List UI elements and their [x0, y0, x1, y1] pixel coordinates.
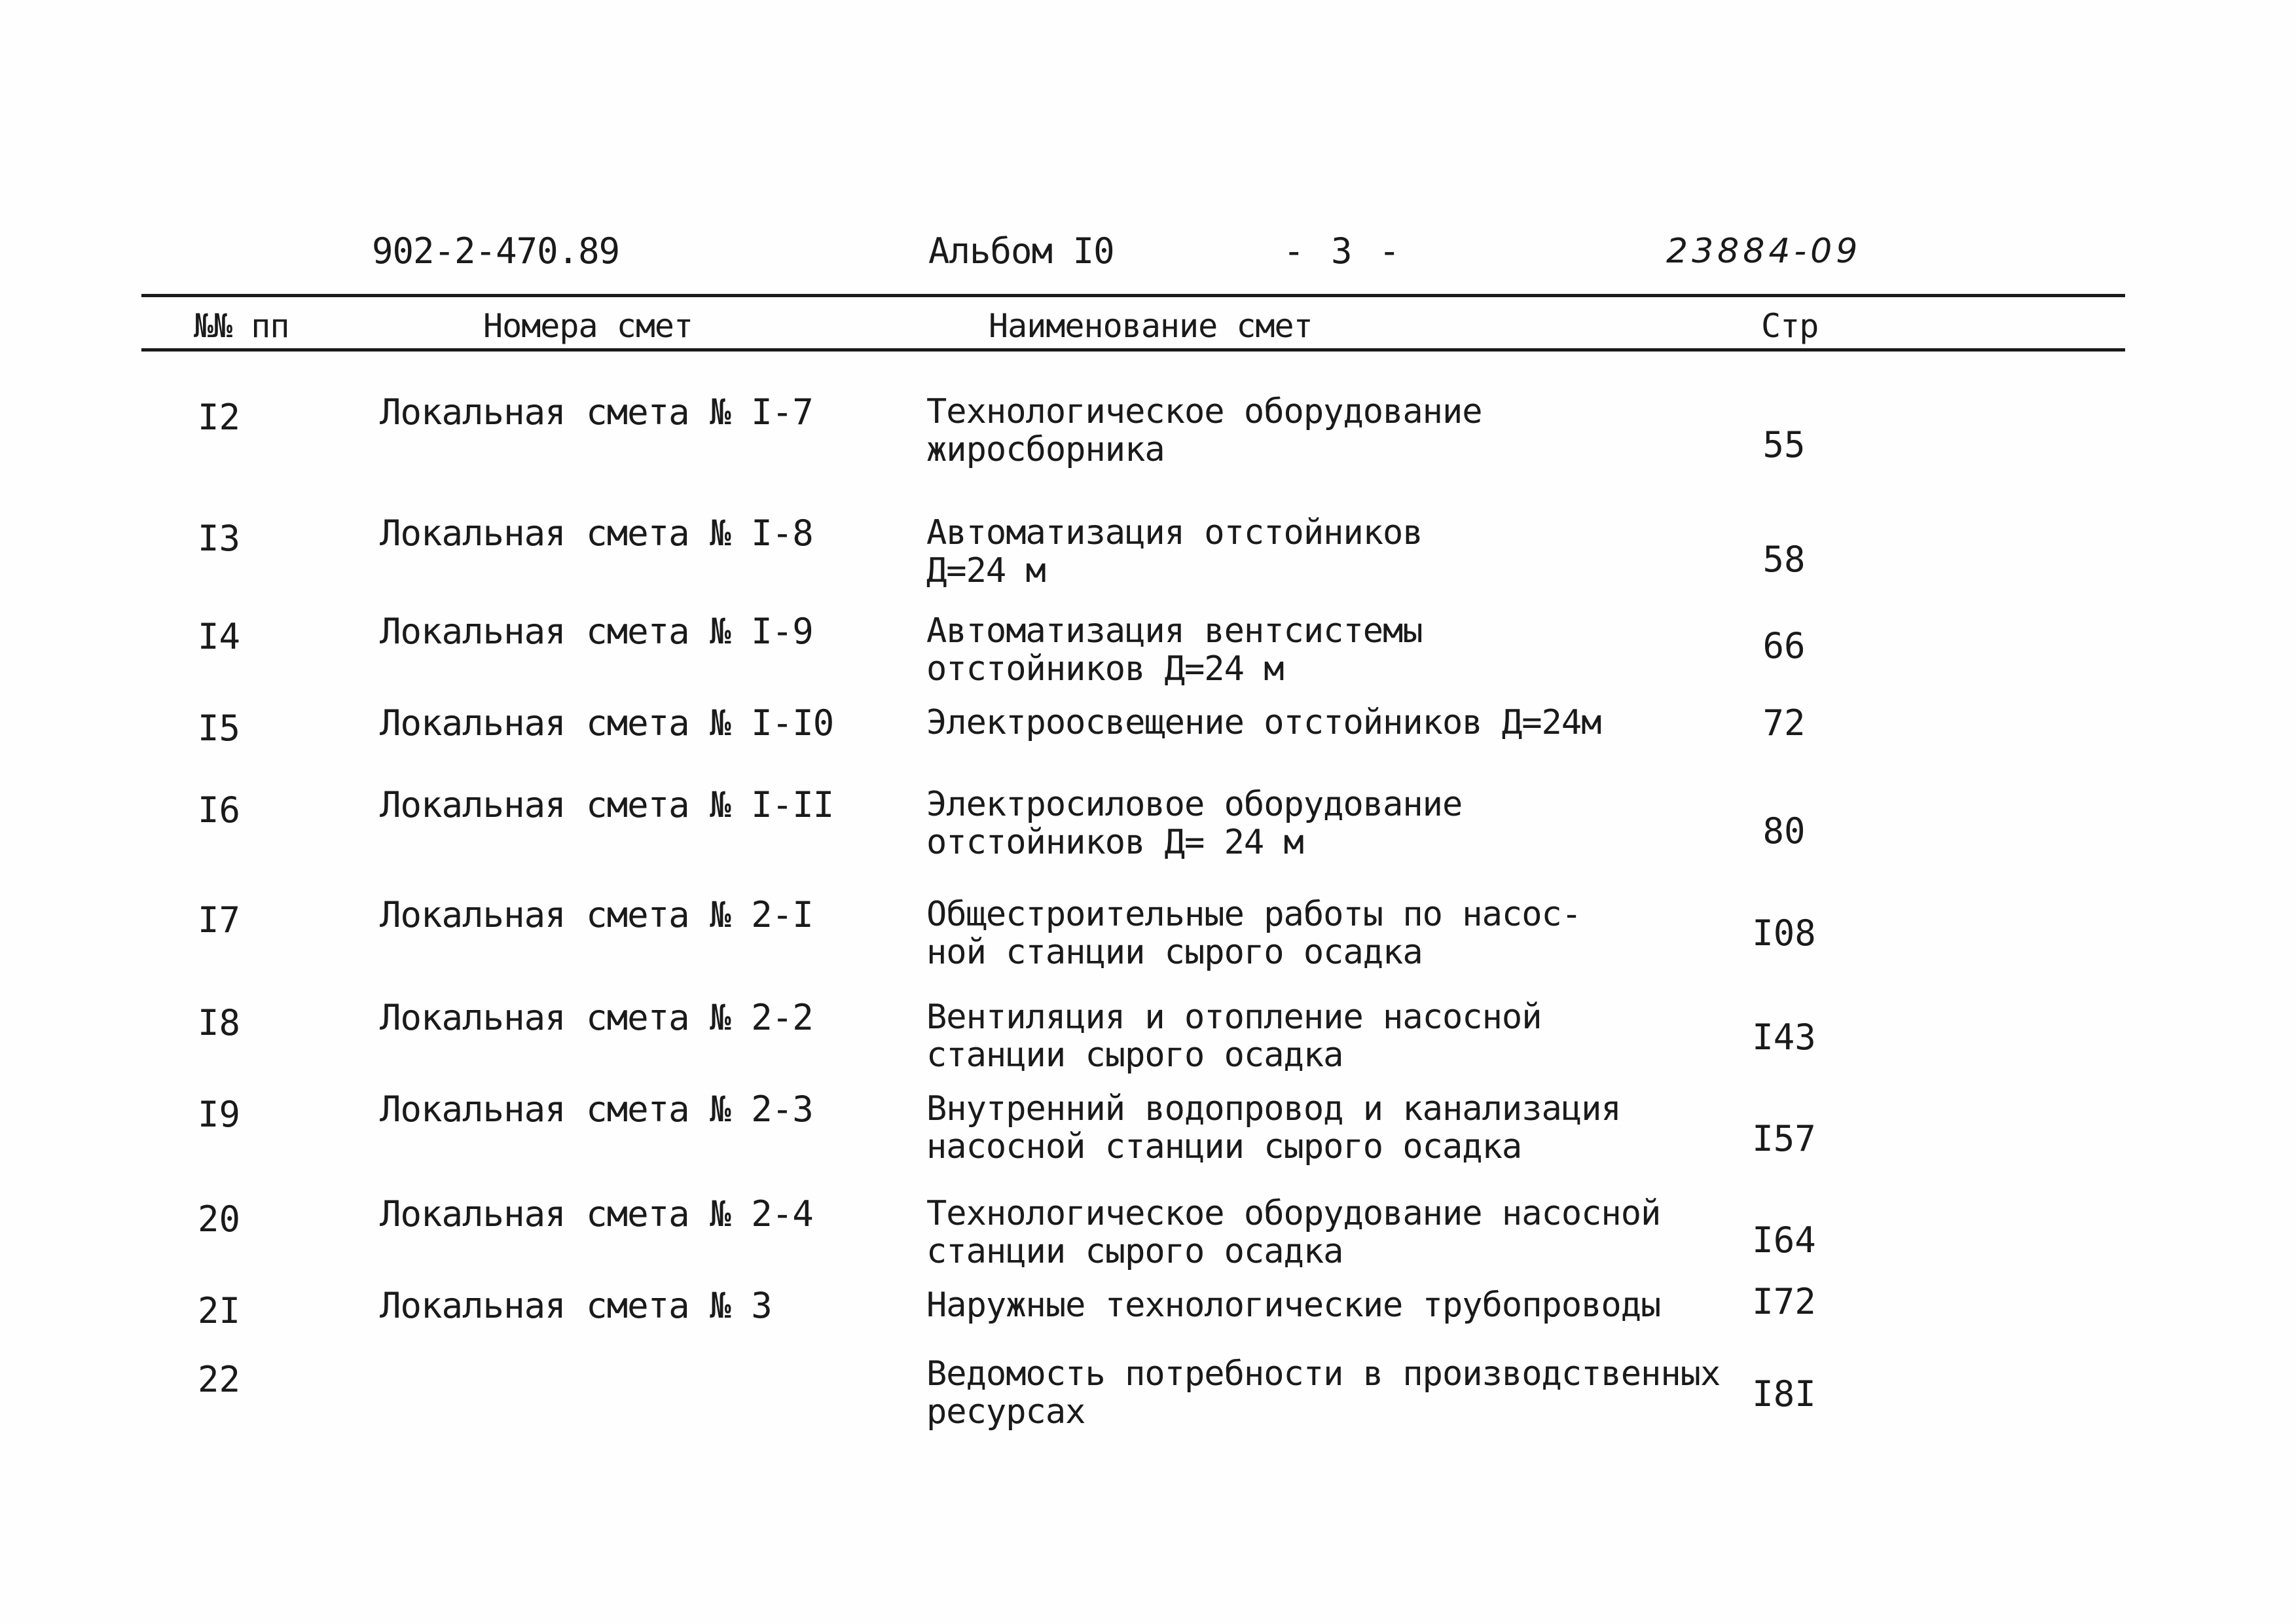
- estimate-name-line: Электроосвещение отстойников Д=24м: [926, 703, 1601, 742]
- estimate-name: [926, 704, 1758, 742]
- row-number: 22: [198, 1359, 241, 1400]
- column-header-estimate-code: Номера смет: [483, 307, 693, 345]
- estimate-name-line: отстойников Д=24 м: [926, 649, 1284, 689]
- project-code: 902-2-470.89: [372, 230, 620, 272]
- estimate-name-line: жиросборника: [926, 430, 1165, 469]
- estimate-code: Локальная смета № I-8: [380, 513, 813, 554]
- row-number: I3: [198, 518, 241, 559]
- page-number: - 3 -: [1283, 230, 1403, 272]
- row-number: I6: [198, 789, 241, 831]
- estimate-name-line: Д=24 м: [926, 551, 1046, 590]
- estimate-name: [926, 612, 1758, 688]
- estimate-name: [926, 393, 1758, 469]
- table-top-rule: [141, 294, 2125, 297]
- page-reference: 72: [1762, 702, 1806, 744]
- estimate-name: [926, 785, 1758, 861]
- estimate-name: [926, 1090, 1758, 1166]
- page-reference: I08: [1752, 912, 1816, 954]
- estimate-code: Локальная смета № I-9: [380, 611, 813, 652]
- estimate-name: [926, 895, 1758, 971]
- estimate-name-line: ной станции сырого осадка: [926, 933, 1423, 972]
- estimate-code: Локальная смета № 2-I: [380, 894, 813, 935]
- row-number: 2I: [198, 1290, 241, 1331]
- album-number: Альбом I0: [928, 230, 1114, 272]
- estimate-name-line: Технологическое оборудование: [926, 392, 1482, 431]
- estimate-code: Локальная смета № I-I0: [380, 702, 834, 744]
- row-number: I8: [198, 1002, 241, 1043]
- estimate-name-line: Общестроительные работы по насос-: [926, 895, 1582, 934]
- estimate-name-line: насосной станции сырого осадка: [926, 1127, 1522, 1166]
- page-reference: 80: [1762, 810, 1806, 852]
- row-number: I5: [198, 708, 241, 749]
- page-reference: 66: [1762, 625, 1806, 666]
- page-reference: I43: [1752, 1017, 1816, 1058]
- estimate-code: Локальная смета № 2-4: [380, 1193, 813, 1235]
- estimate-name: [926, 1355, 1758, 1431]
- page-reference: 55: [1762, 424, 1806, 465]
- estimate-name: [926, 998, 1758, 1074]
- estimate-name-line: Внутренний водопровод и канализация: [926, 1089, 1621, 1128]
- estimate-code: Локальная смета № 3: [380, 1285, 772, 1326]
- estimate-code: Локальная смета № I-7: [380, 391, 813, 433]
- estimate-code: Локальная смета № 2-2: [380, 997, 813, 1038]
- page-reference: 58: [1762, 539, 1806, 580]
- column-header-estimate-name: Наименование смет: [989, 307, 1313, 345]
- estimate-name-line: Вентиляция и отопление насосной: [926, 998, 1542, 1037]
- inventory-number: 23884-09: [1666, 232, 1862, 271]
- estimate-name: [926, 1195, 1758, 1271]
- estimate-name-line: станции сырого осадка: [926, 1232, 1343, 1271]
- estimate-name: [926, 514, 1758, 590]
- row-number: I4: [198, 616, 241, 657]
- page-reference: I72: [1752, 1281, 1816, 1322]
- estimate-name-line: Технологическое оборудование насосной: [926, 1194, 1661, 1233]
- row-number: I2: [198, 397, 241, 438]
- column-header-page: Стр: [1761, 307, 1819, 345]
- page-reference: I8I: [1752, 1373, 1816, 1415]
- page-reference: I57: [1752, 1118, 1816, 1159]
- row-number: I7: [198, 899, 241, 941]
- estimate-name-line: Наружные технологические трубопроводы: [926, 1286, 1661, 1325]
- estimate-code: Локальная смета № I-II: [380, 784, 834, 825]
- estimate-name-line: Электросиловое оборудование: [926, 785, 1463, 824]
- estimate-name-line: Автоматизация отстойников: [926, 513, 1423, 552]
- estimate-name-line: отстойников Д= 24 м: [926, 823, 1303, 862]
- estimate-name-line: Автоматизация вентсистемы: [926, 611, 1423, 651]
- estimate-name-line: Ведомость потребности в производственных: [926, 1354, 1721, 1394]
- table-header-rule: [141, 348, 2125, 352]
- estimate-code: Локальная смета № 2-3: [380, 1089, 813, 1130]
- page-reference: I64: [1752, 1219, 1816, 1261]
- estimate-name-line: ресурсах: [926, 1392, 1085, 1432]
- row-number: I9: [198, 1094, 241, 1135]
- estimate-name: [926, 1286, 1758, 1324]
- column-header-number: №№ пп: [194, 307, 289, 345]
- row-number: 20: [198, 1199, 241, 1240]
- estimate-name-line: станции сырого осадка: [926, 1036, 1343, 1075]
